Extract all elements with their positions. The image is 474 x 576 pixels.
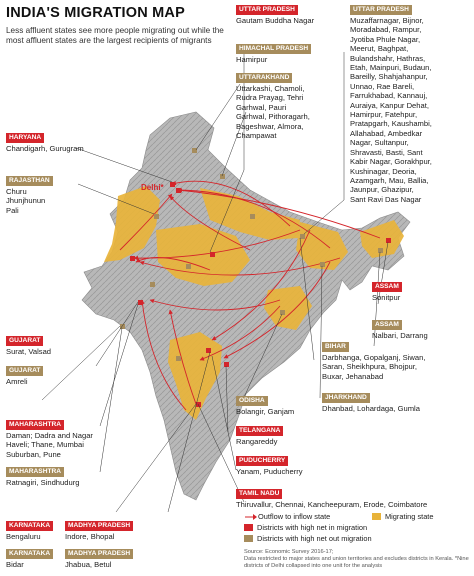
legend-net-out-label: Districts with high net out migration [257, 534, 372, 543]
region-tag: ASSAM [372, 320, 402, 330]
delhi-label: Delhi* [141, 183, 164, 192]
region-tag: UTTAR PRADESH [350, 5, 412, 15]
region-places: Darbhanga, Gopalganj, Siwan, Saran, Sheikhpura, Bhojpur, Buxar, Jehanabad [322, 353, 426, 381]
net-out-swatch-icon [244, 535, 253, 542]
region-tag: TAMIL NADU [236, 489, 282, 499]
region-tag: GUJARAT [6, 366, 43, 376]
region-tag: JHARKHAND [322, 393, 370, 403]
legend-net-out [244, 534, 372, 543]
region-tag: HARYANA [6, 133, 44, 143]
legend-outflow-label: Outflow to inflow state [258, 512, 331, 521]
region-places: Indore, Bhopal [65, 532, 115, 541]
region-places: Daman; Dadra and Nagar Haveli; Thane, Mumbai Suburban, Pune [6, 431, 93, 459]
legend-outflow [244, 512, 330, 521]
source-note: Source: Economic Survey 2016-17; Data restricted to major states and union territories and excludes districts in Kerala. *Nine districts of Delhi collapsed into one unit for the analysis [244, 549, 469, 569]
region-tag: TELANGANA [236, 426, 283, 436]
region-tag: BIHAR [322, 342, 349, 352]
region-places: Surat, Valsad [6, 347, 52, 356]
legend-net-in-label: Districts with high net in migration [257, 523, 368, 532]
region-places: Churu Jhunjhunun Pali [6, 187, 46, 215]
region-places: Gautam Buddha Nagar [236, 16, 315, 25]
region-places: Muzaffarnagar, Bijnor, Moradabad, Rampur, Jyotiba Phule Nagar, Meerut, Baghpat, Bulandshahr, Hathras, Etah, Mainpuri, Budaun, Bareilly, Shahjahanpur, Unnao, Rae Bareli, Farrukhabad, Kannauj, Auraiya, Kanpur Dehat, Hamirpur, Fatehpur, Pratapgarh, Kaushambi, Allahabad, Ambedkar Nagar, Sultanpur, Shravasti, Basti, Sant Kabir Nagar, Gorakhpur, Kushinagar, Deoria, Azamgarh, Mau, Ballia, Jaunpur, Ghazipur, Sant Ravi Das Nagar [350, 16, 432, 204]
map-subtitle: Less affluent states see more people migrating out while the most affluent states are the largest recipients of migrants [6, 26, 224, 45]
region-places: Dhanbad, Lohardaga, Gumla [322, 404, 420, 413]
region-places: Yanam, Puducherry [236, 467, 303, 476]
map-title: INDIA'S MIGRATION MAP [6, 5, 185, 21]
region-tag: MADHYA PRADESH [65, 521, 133, 531]
legend-migrating-label: Migrating state [385, 512, 434, 521]
region-places: Uttarkashi, Chamoli, Rudra Prayag, Tehri Garhwal, Pauri Garhwal, Pithoragarh, Bageshwar, Almora, Champawat [236, 84, 310, 141]
region-places: Jhabua, Betul [65, 560, 112, 569]
region-places: Sonitpur [372, 293, 401, 302]
region-places: Hamirpur [236, 55, 268, 64]
region-places: Bolangir, Ganjam [236, 407, 295, 416]
region-tag: ASSAM [372, 282, 402, 292]
region-places: Bengaluru [6, 532, 41, 541]
region-tag: GUJARAT [6, 336, 43, 346]
region-places: Ratnagiri, Sindhudurg [6, 478, 80, 487]
region-places: Chandigarh, Gurugram [6, 144, 84, 153]
region-tag: PUDUCHERRY [236, 456, 288, 466]
region-places: Rangareddy [236, 437, 278, 446]
region-tag: KARNATAKA [6, 521, 53, 531]
net-in-swatch-icon [244, 524, 253, 531]
region-places: Bidar [6, 560, 24, 569]
region-tag: HIMACHAL PRADESH [236, 44, 311, 54]
region-tag: MADHYA PRADESH [65, 549, 133, 559]
region-tag: MAHARASHTRA [6, 420, 64, 430]
region-tag: UTTAR PRADESH [236, 5, 298, 15]
region-tag: ODISHA [236, 396, 268, 406]
region-tag: UTTARAKHAND [236, 73, 292, 83]
region-tag: MAHARASHTRA [6, 467, 64, 477]
migrating-swatch-icon [372, 513, 381, 520]
region-tag: RAJASTHAN [6, 176, 53, 186]
legend-migrating [372, 512, 433, 521]
region-places: Nalbari, Darrang [372, 331, 428, 340]
arrow-legend-icon [244, 513, 258, 521]
region-places: Thiruvallur, Chennai, Kancheepuram, Erode, Coimbatore [236, 500, 428, 509]
legend-net-in [244, 523, 367, 532]
region-tag: KARNATAKA [6, 549, 53, 559]
region-places: Amreli [6, 377, 28, 386]
